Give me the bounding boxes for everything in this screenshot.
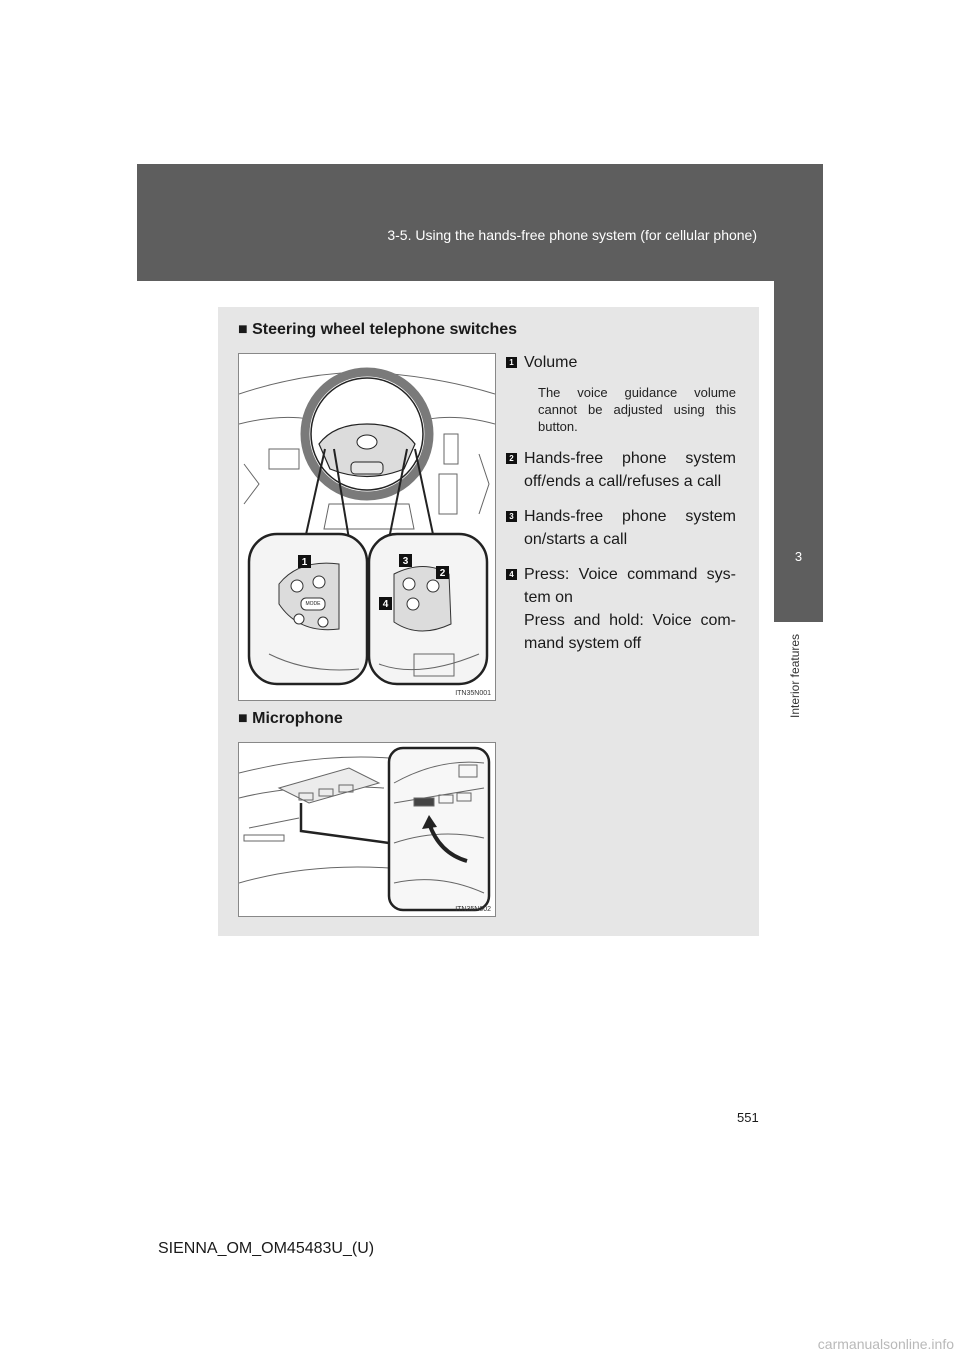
section-heading-microphone: ■ Microphone <box>238 710 343 727</box>
switch-function-list <box>506 351 736 667</box>
item-text: Volume <box>524 354 578 371</box>
chapter-number: 3 <box>794 549 803 564</box>
figure-code: ITN35N001 <box>455 690 491 697</box>
chapter-tab-label: Interior features <box>788 634 802 719</box>
list-item <box>506 563 736 655</box>
item-marker: 2 <box>506 453 517 464</box>
chapter-tab <box>774 281 823 622</box>
figure-code: ITN35N002 <box>455 906 491 913</box>
callout-label-2: 2 <box>439 568 446 579</box>
item-marker: 1 <box>506 357 517 368</box>
page-number: 551 <box>737 1110 759 1125</box>
item-text-secondary: Press and hold: Voice com-mand system off <box>524 612 736 652</box>
steering-wheel-illustration <box>239 354 495 700</box>
item-text: Hands-free phone system on/starts a call <box>524 508 736 548</box>
chapter-header <box>137 164 823 281</box>
section-heading-steering-switches: ■ Steering wheel telephone switches <box>238 321 518 338</box>
item-marker: 4 <box>506 569 517 580</box>
content-box <box>218 307 759 936</box>
list-item <box>506 447 736 493</box>
callout-label-1: 1 <box>301 557 308 568</box>
list-item <box>506 351 736 435</box>
item-marker: 3 <box>506 511 517 522</box>
mode-switch-label: MODE <box>305 601 321 607</box>
item-text: Press: Voice command sys-tem on <box>524 566 736 606</box>
callout-label-3: 3 <box>402 556 409 567</box>
footer-code: SIENNA_OM_OM45483U_(U) <box>158 1240 375 1257</box>
microphone-illustration <box>239 743 495 916</box>
steering-wheel-figure <box>238 353 496 701</box>
item-text: Hands-free phone system off/ends a call/refuses a call <box>524 450 736 490</box>
list-item <box>506 505 736 551</box>
microphone-figure <box>238 742 496 917</box>
callout-label-4: 4 <box>382 599 389 610</box>
item-note: The voice guidance volume cannot be adjusted using this button. <box>538 385 736 434</box>
watermark: carmanualsonline.info <box>817 1336 954 1352</box>
chapter-title: 3-5. Using the hands-free phone system (for cellular phone) <box>387 227 757 243</box>
